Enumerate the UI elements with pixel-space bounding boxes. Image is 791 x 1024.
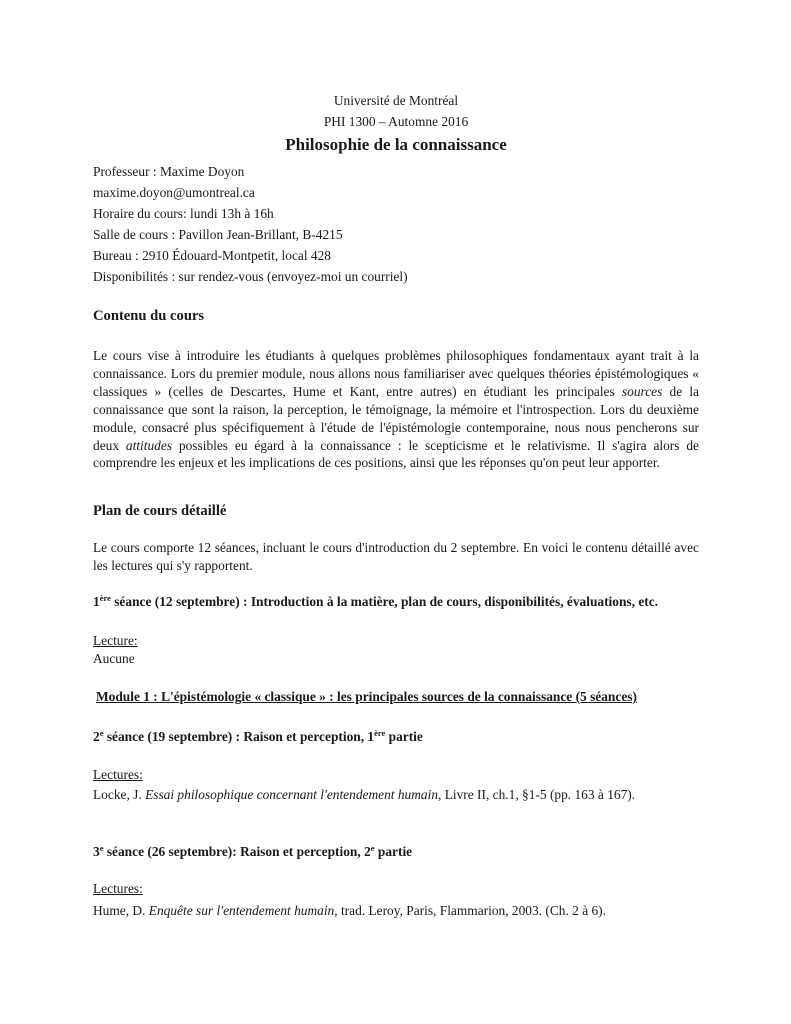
- seance-1-lecture: Aucune: [93, 651, 135, 666]
- seance-2-sup: e: [99, 728, 104, 738]
- page-title: Philosophie de la connaissance: [285, 135, 507, 154]
- contenu-paragraph: [93, 347, 699, 472]
- seance-3-sup: e: [99, 843, 104, 853]
- schedule-line: Horaire du cours: lundi 13h à 16h: [93, 206, 274, 221]
- contenu-text-2: de la connaissance que sont la raison, la perception, le témoignage, la mémoire et l'introspection. Lors du deuxième module, consacré plus spécifiquement à l'étude de l'épistémologie contemporaine, nous nous pencherons sur deux: [93, 383, 699, 453]
- seance-3-ref-rest: , trad. Leroy, Paris, Flammarion, 2003. (Ch. 2 à 6).: [334, 903, 606, 918]
- university-name: Université de Montréal: [333, 93, 459, 108]
- seance-2-num: 2: [93, 729, 100, 744]
- seance-3-text: séance (26 septembre): Raison et perception, 2: [103, 844, 371, 859]
- seance-3-text-end: partie: [374, 844, 413, 859]
- seance-2-text: séance (19 septembre) : Raison et perception, 1: [103, 729, 375, 744]
- seance-2-title: [93, 728, 423, 746]
- seance-1-text: séance (12 septembre) : Introduction à la matière, plan de cours, disponibilités, évaluations, etc.: [110, 594, 659, 609]
- seance-1-title: [93, 593, 658, 611]
- seance-1-num: 1: [93, 594, 100, 609]
- seance-3-lecture-label: Lectures:: [93, 881, 143, 896]
- availability-line: Disponibilités : sur rendez-vous (envoyez-moi un courriel): [93, 269, 408, 284]
- contenu-em-attitudes: attitudes: [125, 437, 173, 453]
- seance-2-ref-author: Locke, J.: [93, 787, 146, 802]
- contenu-text-3: possibles eu égard à la connaissance : le scepticisme et le relativisme. Il s'agira alors de comprendre les enjeux et les implications de ces positions, ainsi que les réponses qu'on peut leur apporter.: [93, 437, 699, 471]
- course-code: PHI 1300 – Automne 2016: [323, 114, 469, 129]
- seance-2-ref-title: Essai philosophique concernant l'entendement humain: [145, 787, 439, 802]
- seance-1-lecture-label: Lecture:: [93, 633, 138, 648]
- plan-intro: Le cours comporte 12 séances, incluant le cours d'introduction du 2 septembre. En voici le contenu détaillé avec les lectures qui s'y rapportent.: [93, 540, 699, 573]
- section-heading-contenu: Contenu du cours: [93, 308, 205, 324]
- seance-1-sup: ère: [99, 593, 111, 603]
- seance-2-reference: [93, 786, 635, 804]
- seance-3-title: [93, 843, 412, 861]
- seance-2-lecture-label: Lectures:: [93, 767, 143, 782]
- professor-line: Professeur : Maxime Doyon: [93, 164, 245, 179]
- contenu-em-sources: sources: [621, 383, 663, 399]
- contenu-text-1: Le cours vise à introduire les étudiants à quelques problèmes philosophiques fondamentaux ayant trait à la connaissance. Lors du premier module, nous allons nous familiariser avec quelques théories épistémologiques « classiques » (celles de Descartes, Hume et Kant, entre autres) en étudiant les principales: [93, 348, 699, 399]
- seance-3-sup2: e: [370, 843, 375, 853]
- seance-2-text-end: partie: [385, 729, 423, 744]
- email-line: maxime.doyon@umontreal.ca: [93, 185, 255, 200]
- seance-3-ref-author: Hume, D.: [93, 903, 149, 918]
- seance-3-reference: [93, 902, 606, 920]
- office-line: Bureau : 2910 Édouard-Montpetit, local 428: [93, 248, 332, 263]
- room-line: Salle de cours : Pavillon Jean-Brillant, B-4215: [93, 227, 343, 242]
- seance-3-num: 3: [93, 844, 100, 859]
- seance-2-sup2: ère: [374, 728, 386, 738]
- module-1-title: Module 1 : L'épistémologie « classique » : les principales sources de la connaissance (5 séances): [96, 689, 637, 704]
- section-heading-plan: Plan de cours détaillé: [93, 503, 227, 519]
- seance-2-ref-rest: , Livre II, ch.1, §1-5 (pp. 163 à 167).: [438, 787, 636, 802]
- seance-3-ref-title: Enquête sur l'entendement humain: [148, 903, 335, 918]
